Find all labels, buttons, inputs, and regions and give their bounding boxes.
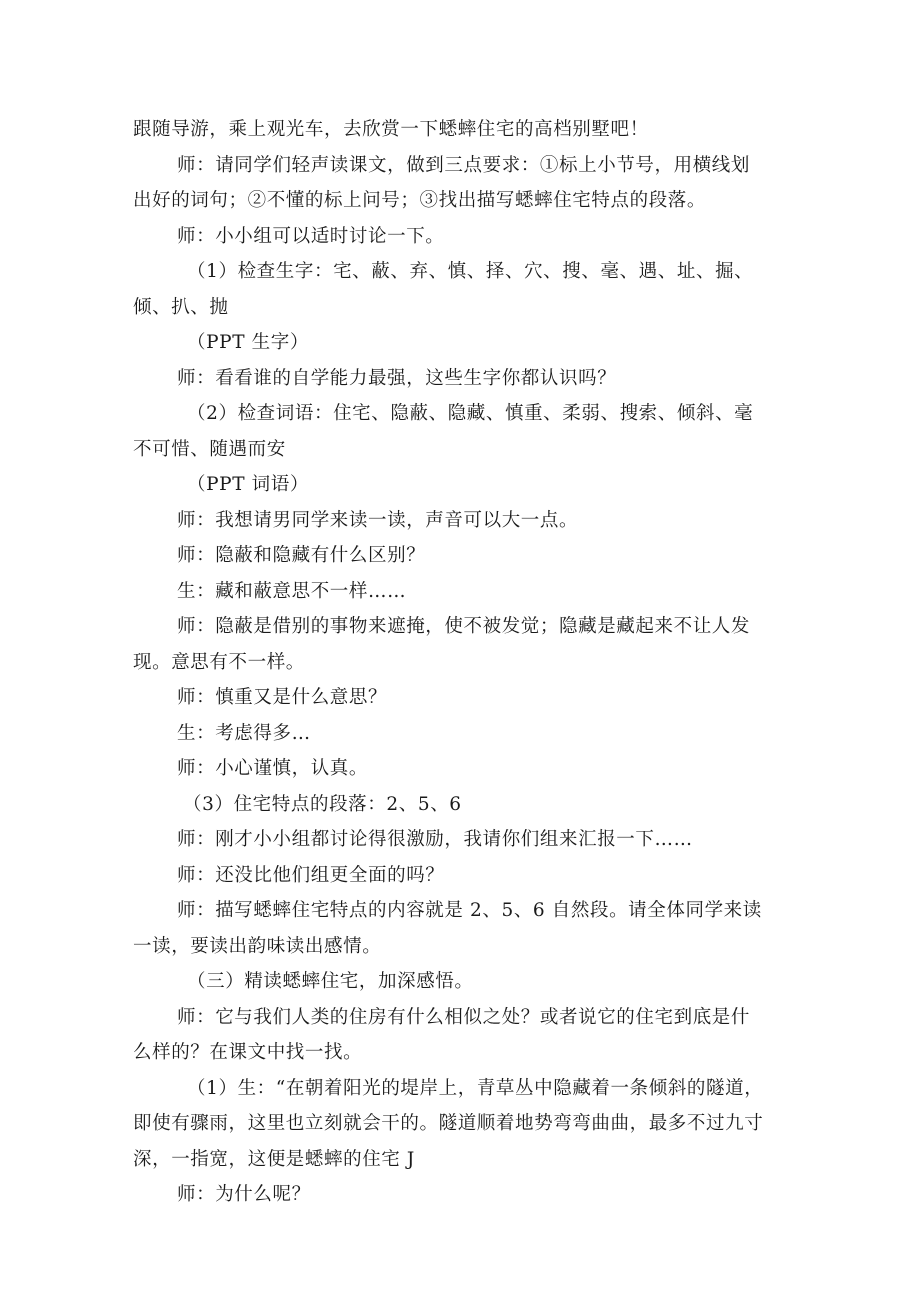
text-line: 师：刚才小小组都讨论得很激励，我请你们组来汇报一下……: [177, 829, 693, 850]
document-body: [133, 112, 793, 1213]
text-line: 出好的词句；②不懂的标上问号；③找出描写蟋蟀住宅特点的段落。: [133, 190, 707, 211]
text-line: 生：考虑得多…: [177, 722, 311, 744]
text-line: （2）检查词语：住宅、隐蔽、隐藏、慎重、柔弱、搜索、倾斜、毫: [187, 403, 754, 424]
text-line: 倾、扒、抛: [133, 296, 229, 318]
text-line: 现。意思有不一样。: [133, 651, 305, 673]
text-line: 师：隐蔽是借别的事物来遮掩，使不被发觉；隐藏是藏起来不让人发: [177, 616, 751, 637]
text-line: 一读，要读出韵味读出感情。: [133, 935, 382, 957]
text-line: （3）住宅特点的段落：2、5、6: [183, 793, 462, 815]
text-line: 师：看看谁的自学能力最强，这些生字你都认识吗？: [177, 367, 617, 389]
text-line: 师：还没比他们组更全面的吗？: [177, 864, 445, 886]
text-line: 师：请同学们轻声读课文，做到三点要求：①标上小节号，用横线划: [177, 154, 751, 176]
text-line: 师：慎重又是什么意思？: [177, 687, 388, 708]
text-line: 师：小心谨慎，认真。: [177, 758, 369, 779]
text-line: 即使有骤雨，这里也立刻就会干的。隧道顺着地势弯弯曲曲，最多不过九寸: [133, 1113, 764, 1134]
text-line: （1）检查生字：宅、蔽、弃、慎、择、穴、搜、毫、遇、址、掘、: [187, 261, 754, 282]
text-line: 不可惜、随遇而安: [133, 438, 286, 460]
text-line: 师：隐蔽和隐藏有什么区别？: [177, 545, 426, 566]
text-line: 么样的？在课文中找一找。: [133, 1042, 363, 1063]
text-line: 师：描写蟋蟀住宅特点的内容就是 2、5、6 自然段。请全体同学来读: [177, 900, 762, 921]
text-line: 师：它与我们人类的住房有什么相似之处？或者说它的住宅到底是什: [177, 1006, 751, 1028]
text-line: 跟随导游，乘上观光车，去欣赏一下蟋蟀住宅的高档别墅吧！: [133, 119, 649, 140]
text-line: 师：我想请男同学来读一读，声音可以大一点。: [177, 509, 579, 531]
text-line: 师：为什么呢？: [177, 1184, 311, 1205]
text-line: （1）生：“在朝着阳光的堤岸上，青草丛中隐藏着一条倾斜的隧道，: [187, 1077, 764, 1099]
text-line: 生：藏和蔽意思不一样……: [177, 580, 407, 602]
text-line: （三）精读蟋蟀住宅，加深感悟。: [187, 971, 474, 992]
text-line: 深，一指宽，这便是蟋蟀的住宅 J: [133, 1148, 415, 1170]
text-line: （PPT 生字）: [187, 332, 309, 353]
text-line: 师：小小组可以适时讨论一下。: [177, 225, 445, 247]
text-line: （PPT 词语）: [187, 474, 309, 495]
